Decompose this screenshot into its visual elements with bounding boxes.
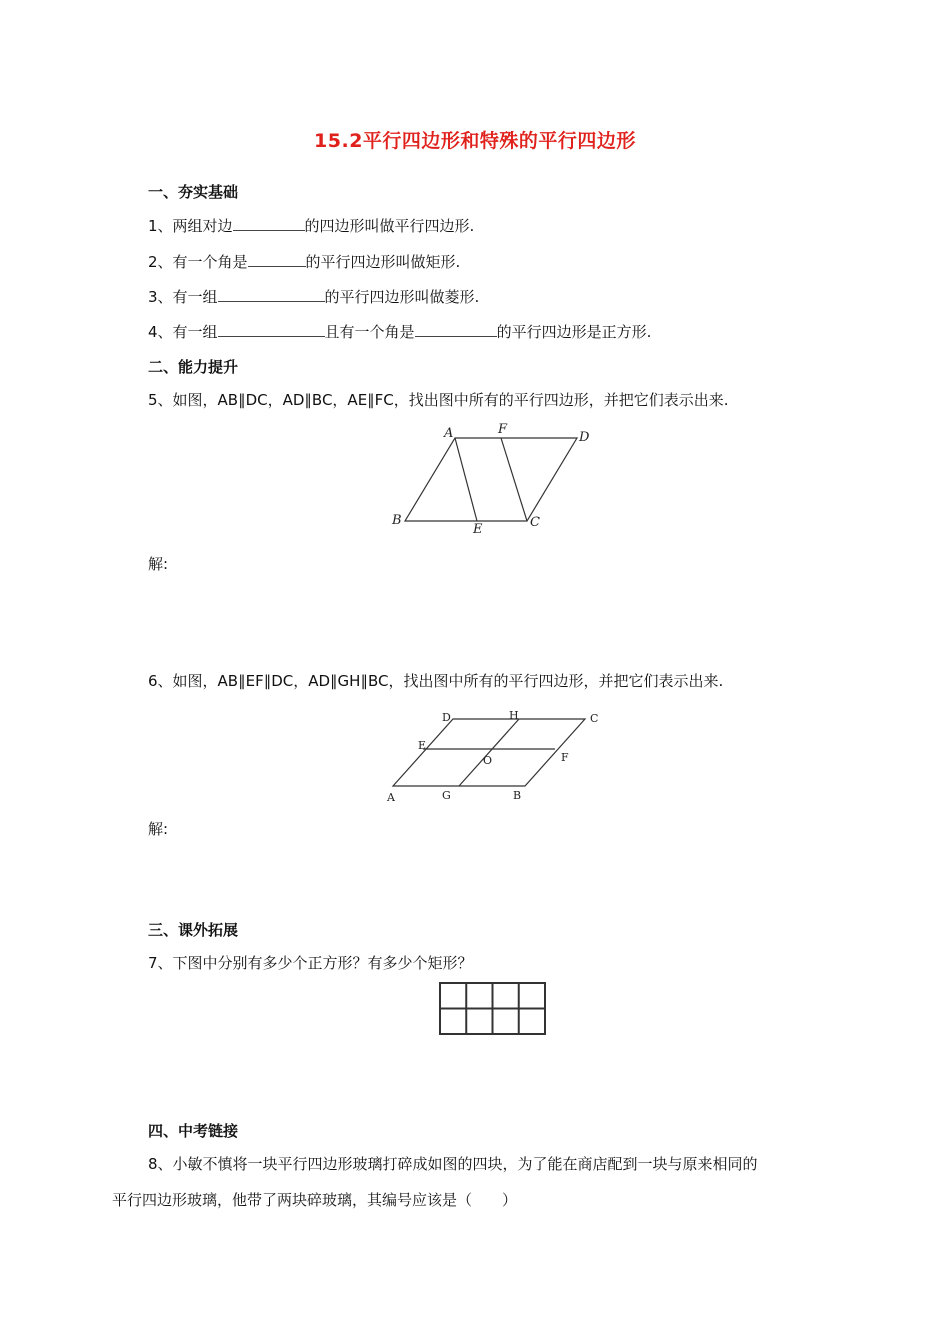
answer-blank[interactable] [233,216,305,231]
fig6-label-F: F [561,751,569,764]
question-1-text-b: 的四边形叫做平行四边形. [304,217,475,235]
question-2-text-a: 2、有一个角是 [148,253,248,271]
fig5-label-F: F [498,422,508,437]
section-heading-2: 二、能力提升 [148,358,239,376]
fig5-label-C: C [530,515,540,530]
fig6-segment-HG [459,719,519,786]
question-3-text-a: 3、有一组 [148,288,218,306]
question-2-text-b: 的平行四边形叫做矩形. [305,253,461,271]
fig5-segment-FC [501,438,527,521]
question-5: 5、如图，AB∥DC，AD∥BC，AE∥FC，找出图中所有的平行四边形，并把它们表示出来. [148,391,729,409]
fig6-label-C: C [590,712,599,725]
question-1-text-a: 1、两组对边 [148,217,233,235]
answer-blank[interactable] [218,322,325,337]
question-7: 7、下图中分别有多少个正方形？有多少个矩形？ [148,954,473,972]
page-title: 15.2平行四边形和特殊的平行四边形 [314,130,636,152]
question-2 [148,251,460,272]
section-heading-1: 一、夯实基础 [148,183,239,201]
question-6: 6、如图，AB∥EF∥DC，AD∥GH∥BC，找出图中所有的平行四边形，并把它们表示出来. [148,672,724,690]
fig6-label-A: A [387,791,395,804]
fig5-label-A: A [444,426,454,441]
question-4-text-a: 4、有一组 [148,323,218,341]
fig5-outer-parallelogram [405,438,577,521]
fig6-label-H: H [509,709,519,722]
question-3-text-b: 的平行四边形叫做菱形. [324,288,480,306]
fig6-label-O: O [483,754,493,767]
figure-7-grid [437,980,549,1038]
answer-blank[interactable] [218,287,325,302]
question-8-line-2: 平行四边形玻璃，他带了两块碎玻璃，其编号应该是（ ） [112,1191,518,1209]
fig6-label-G: G [442,789,451,802]
question-8 [112,1146,842,1218]
answer-blank[interactable] [415,322,497,337]
question-3 [148,286,479,307]
question-1 [148,215,474,236]
figure-6-parallelogram-grid [380,705,610,810]
question-4-text-b: 且有一个角是 [324,323,415,341]
fig5-label-B: B [392,513,402,528]
section-heading-3: 三、课外拓展 [148,921,239,939]
fig6-label-D: D [442,711,451,724]
fig6-label-E: E [418,739,427,752]
fig5-segment-AE [455,438,477,521]
fig5-label-E: E [473,522,483,537]
question-8-line-1: 8、小敏不慎将一块平行四边形玻璃打碎成如图的四块，为了能在商店配到一块与原来相同的 [148,1155,758,1173]
question-4-text-c: 的平行四边形是正方形. [496,323,652,341]
answer-blank[interactable] [248,252,306,267]
answer-label-5: 解: [148,555,169,573]
answer-label-6: 解: [148,820,169,838]
figure-5-parallelogram [385,420,595,540]
fig6-label-B: B [513,789,522,802]
question-4 [148,321,651,342]
section-heading-4: 四、中考链接 [148,1122,239,1140]
fig5-label-D: D [579,430,590,445]
